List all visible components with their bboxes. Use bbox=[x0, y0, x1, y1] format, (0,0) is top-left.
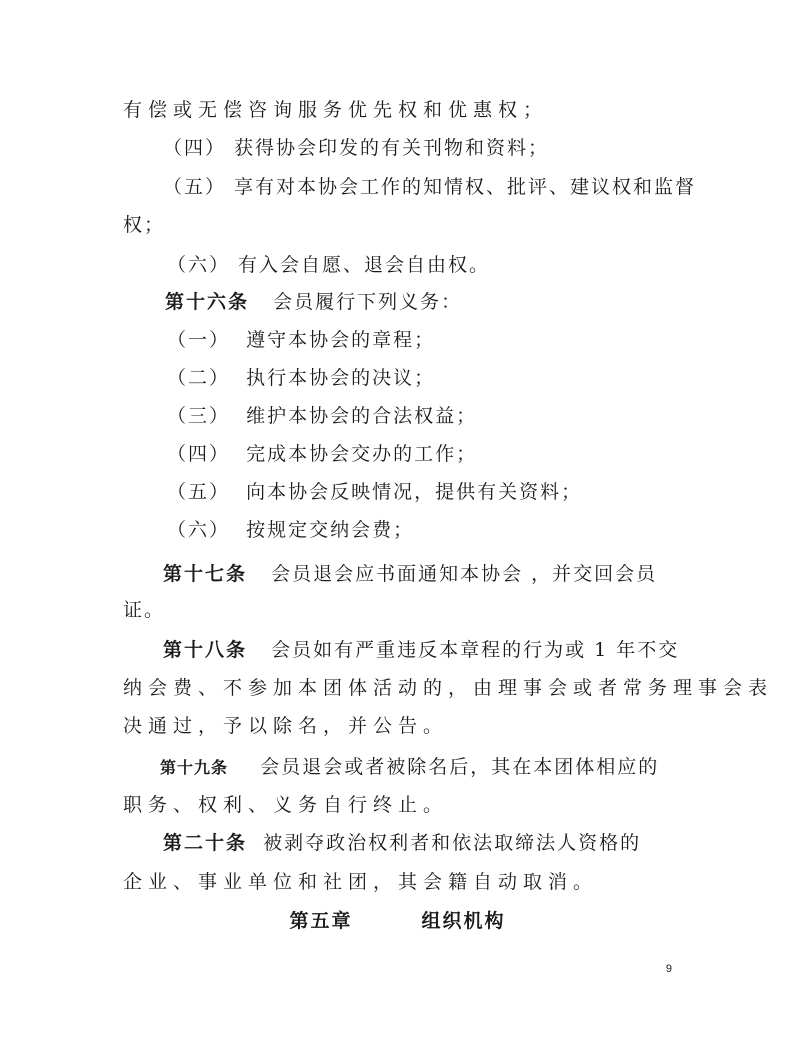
text-line: （六） 按规定交纳会费； bbox=[167, 519, 415, 541]
article-17 bbox=[163, 562, 657, 586]
text-line: 企业、事业单位和社团，其会籍自动取消。 bbox=[123, 871, 599, 893]
text-line: 权； bbox=[123, 214, 166, 236]
text-line: （四） 获得协会印发的有关刊物和资料； bbox=[163, 137, 550, 159]
chapter-title: 组织机构 bbox=[421, 910, 506, 932]
article-text: 会员退会或者被除名后，其在本团体相应的 bbox=[260, 756, 660, 778]
article-heading: 第十七条 bbox=[163, 563, 248, 585]
text-line: 证。 bbox=[123, 599, 166, 621]
text-line: 决通过，予以除名，并公告。 bbox=[123, 715, 449, 737]
text-line: （五） 向本协会反映情况，提供有关资料； bbox=[167, 481, 583, 503]
article-heading: 第十六条 bbox=[165, 291, 250, 313]
text-line: （三） 维护本协会的合法权益； bbox=[167, 405, 478, 427]
chapter-number: 第五章 bbox=[289, 910, 353, 932]
text-line: （一） 遵守本协会的章程； bbox=[167, 329, 436, 351]
article-text: 会员履行下列义务： bbox=[273, 291, 463, 313]
article-heading: 第二十条 bbox=[163, 832, 248, 854]
text-line: 有偿或无偿咨询服务优先权和优惠权； bbox=[123, 99, 549, 121]
chapter-heading bbox=[0, 909, 795, 933]
article-heading: 第十八条 bbox=[163, 639, 248, 661]
page-number: 9 bbox=[665, 963, 672, 975]
text-line: 纳会费、不参加本团体活动的，由理事会或者常务理事会表 bbox=[123, 677, 774, 699]
text-line: （四） 完成本协会交办的工作； bbox=[167, 443, 478, 465]
article-text: 会员如有严重违反本章程的行为或 1 年不交 bbox=[271, 639, 680, 661]
article-text: 会员退会应书面通知本协会 ，并交回会员 bbox=[271, 563, 658, 585]
text-line: 职务、权利、义务自行终止。 bbox=[123, 794, 449, 816]
article-16 bbox=[165, 290, 462, 314]
article-20 bbox=[163, 831, 641, 855]
text-line: （二） 执行本协会的决议； bbox=[167, 367, 436, 389]
text-line: （六） 有入会自愿、退会自由权。 bbox=[167, 254, 491, 276]
text-line: （五） 享有对本协会工作的知情权、批评、建议权和监督 bbox=[163, 176, 697, 198]
article-heading: 第十九条 bbox=[160, 758, 229, 777]
article-text: 被剥夺政治权利者和依法取缔法人资格的 bbox=[263, 832, 642, 854]
article-19 bbox=[160, 755, 659, 780]
article-18 bbox=[163, 638, 679, 662]
